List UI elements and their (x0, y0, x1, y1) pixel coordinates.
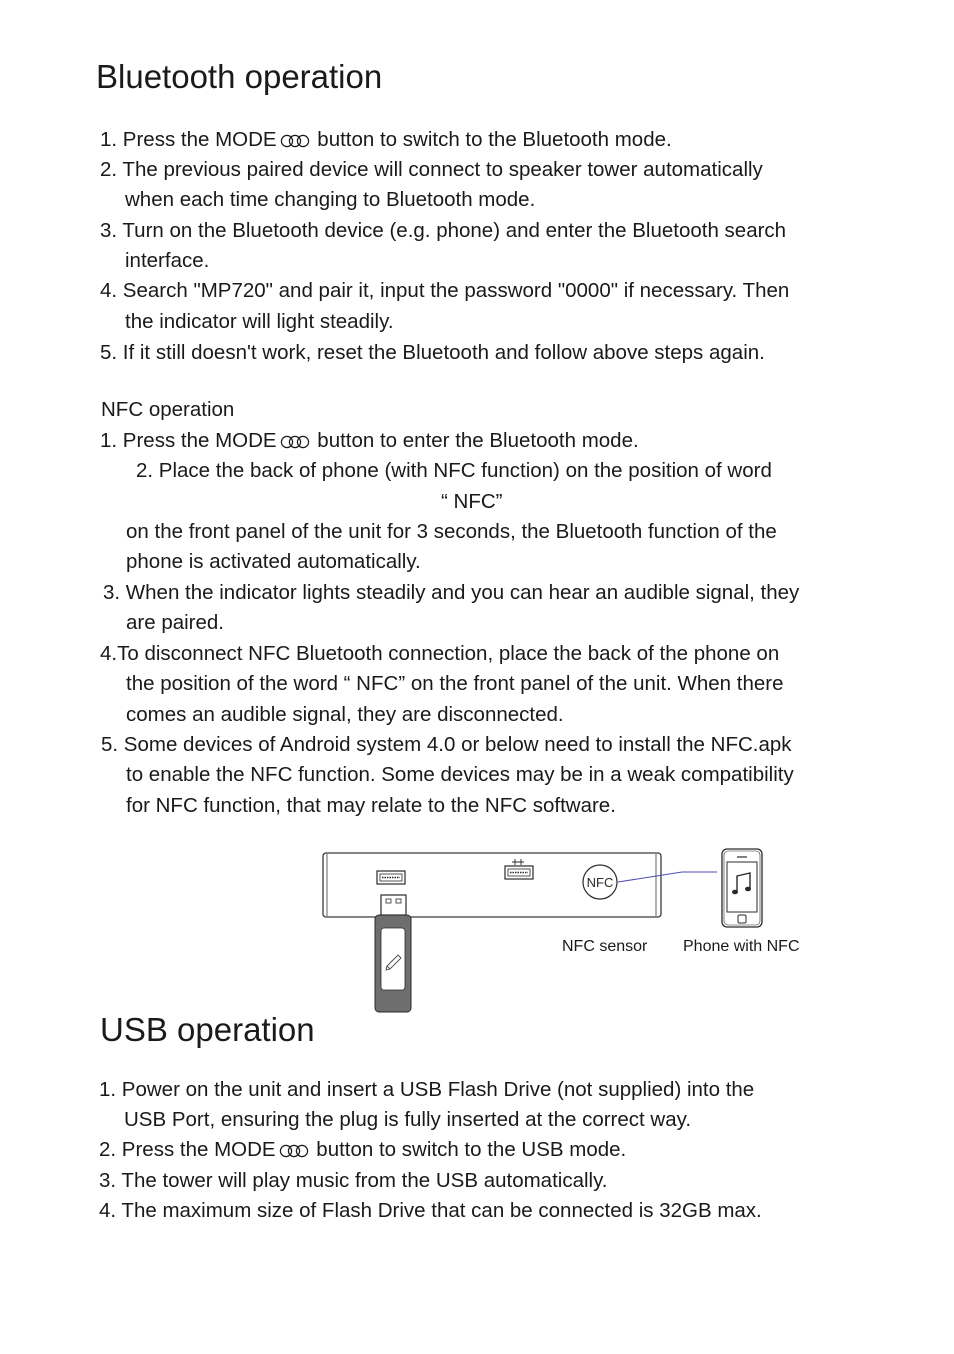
nfc-step-2-cont: on the front panel of the unit for 3 seconds, the Bluetooth function of the (126, 520, 777, 543)
phone-caption: Phone with NFC (683, 938, 800, 955)
bt-step-1-post: button to switch to the Bluetooth mode. (311, 128, 672, 151)
nfc-step-2-word: “ NFC” (441, 490, 503, 513)
nfc-step-5-cont: to enable the NFC function. Some devices may be in a weak compatibility (126, 763, 794, 786)
bt-step-1-pre: 1. Press the MODE (100, 128, 277, 151)
nfc-step-5-cont2: for NFC function, that may relate to the NFC software. (126, 794, 616, 817)
nfc-step-4-cont2: comes an audible signal, they are disconnected. (126, 703, 564, 726)
nfc-step-3: 3. When the indicator lights steadily and you can hear an audible signal, they (103, 581, 800, 604)
bt-step-4-cont: the indicator will light steadily. (125, 310, 394, 333)
nfc-step-2-cont2: phone is activated automatically. (126, 550, 421, 573)
usb-step-2-pre: 2. Press the MODE (99, 1138, 276, 1161)
bt-step-3: 3. Turn on the Bluetooth device (e.g. phone) and enter the Bluetooth search (100, 219, 787, 242)
nfc-step-4-cont: the position of the word “ NFC” on the front panel of the unit. When there (126, 672, 784, 695)
nfc-sensor-caption: NFC sensor (562, 938, 648, 955)
nfc-sensor-mark (583, 865, 617, 899)
usb-step-1-cont: USB Port, ensuring the plug is fully inserted at the correct way. (124, 1108, 692, 1131)
usb-port-icon (377, 871, 405, 884)
bluetooth-title: Bluetooth operation (96, 58, 383, 95)
nfc-step-4: 4.To disconnect NFC Bluetooth connection, place the back of the phone on (100, 642, 780, 665)
mode-icon (279, 1140, 309, 1164)
nfc-step-1-post: button to enter the Bluetooth mode. (311, 429, 639, 452)
nfc-title: NFC operation (101, 398, 235, 421)
bt-step-4: 4. Search "MP720" and pair it, input the password "0000" if necessary. Then (100, 279, 790, 302)
nfc-step-3-cont: are paired. (126, 611, 225, 634)
usb-step-4: 4. The maximum size of Flash Drive that can be connected is 32GB max. (99, 1199, 762, 1222)
nfc-step-2: 2. Place the back of phone (with NFC function) on the position of word (136, 459, 772, 482)
usb-title: USB operation (100, 1011, 315, 1048)
nfc-step-1-pre: 1. Press the MODE (100, 429, 277, 452)
usb-step-1: 1. Power on the unit and insert a USB Flash Drive (not supplied) into the (99, 1078, 755, 1101)
usb-step-2 (99, 1138, 626, 1164)
usb-step-2-post: button to switch to the USB mode. (310, 1138, 627, 1161)
bt-step-2-cont: when each time changing to Bluetooth mode. (125, 188, 536, 211)
usb-step-3: 3. The tower will play music from the USB automatically. (99, 1169, 608, 1192)
bt-step-3-cont: interface. (125, 249, 210, 272)
bt-step-5: 5. If it still doesn't work, reset the Bluetooth and follow above steps again. (100, 341, 765, 364)
phone-icon (722, 849, 762, 927)
nfc-step-5: 5. Some devices of Android system 4.0 or below need to install the NFC.apk (101, 733, 792, 756)
nfc-label: NFC (586, 875, 614, 890)
bt-step-2: 2. The previous paired device will connect to speaker tower automatically (100, 158, 763, 181)
